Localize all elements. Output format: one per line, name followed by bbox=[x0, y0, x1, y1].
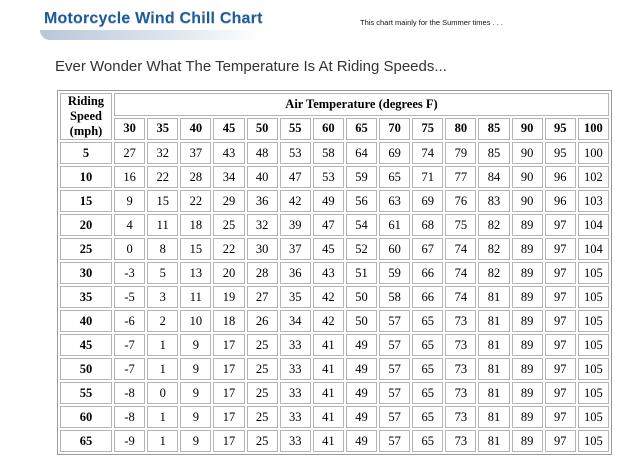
table-row bbox=[60, 142, 609, 164]
wind-chill-cell: -3 bbox=[114, 262, 145, 284]
wind-chill-cell: 73 bbox=[445, 406, 476, 428]
wind-chill-cell: 103 bbox=[578, 190, 609, 212]
wind-chill-cell: 25 bbox=[247, 358, 278, 380]
wind-chill-cell: 81 bbox=[478, 334, 509, 356]
wind-chill-cell: 57 bbox=[379, 310, 410, 332]
temperature-header-cell: 80 bbox=[445, 118, 476, 141]
wind-chill-cell: 49 bbox=[313, 190, 344, 212]
wind-chill-cell: 105 bbox=[578, 310, 609, 332]
wind-chill-cell: 51 bbox=[346, 262, 377, 284]
wind-chill-cell: 16 bbox=[114, 166, 145, 188]
wind-chill-cell: -7 bbox=[114, 358, 145, 380]
wind-chill-cell: 65 bbox=[412, 382, 443, 404]
wind-chill-cell: 8 bbox=[147, 238, 178, 260]
table-row bbox=[60, 406, 609, 428]
wind-chill-cell: 33 bbox=[280, 382, 311, 404]
wind-chill-cell: -5 bbox=[114, 286, 145, 308]
wind-chill-cell: 96 bbox=[545, 190, 576, 212]
wind-chill-cell: 33 bbox=[280, 430, 311, 452]
wind-chill-cell: 45 bbox=[313, 238, 344, 260]
wind-chill-cell: 89 bbox=[512, 358, 543, 380]
wind-chill-cell: -9 bbox=[114, 430, 145, 452]
wind-chill-cell: 39 bbox=[280, 214, 311, 236]
wind-chill-cell: 105 bbox=[578, 262, 609, 284]
wind-chill-cell: 65 bbox=[412, 310, 443, 332]
temperature-header-cell: 50 bbox=[247, 118, 278, 141]
wind-chill-cell: 27 bbox=[247, 286, 278, 308]
wind-chill-cell: 17 bbox=[213, 430, 244, 452]
wind-chill-cell: 25 bbox=[247, 334, 278, 356]
wind-chill-cell: 74 bbox=[445, 286, 476, 308]
wind-chill-table bbox=[57, 90, 612, 455]
wind-chill-cell: 42 bbox=[313, 310, 344, 332]
wind-chill-cell: 37 bbox=[280, 238, 311, 260]
wind-chill-cell: 15 bbox=[180, 238, 211, 260]
wind-chill-cell: 95 bbox=[545, 142, 576, 164]
wind-chill-cell: 89 bbox=[512, 214, 543, 236]
temperature-header-cell: 90 bbox=[512, 118, 543, 141]
wind-chill-cell: 73 bbox=[445, 358, 476, 380]
wind-chill-cell: 15 bbox=[147, 190, 178, 212]
wind-chill-cell: 17 bbox=[213, 382, 244, 404]
wind-chill-cell: 17 bbox=[213, 358, 244, 380]
wind-chill-cell: 82 bbox=[478, 238, 509, 260]
wind-chill-cell: 57 bbox=[379, 358, 410, 380]
wind-chill-cell: 25 bbox=[213, 214, 244, 236]
wind-chill-cell: 58 bbox=[313, 142, 344, 164]
page-headline: Ever Wonder What The Temperature Is At Riding Speeds... bbox=[55, 58, 447, 75]
wind-chill-cell: 40 bbox=[247, 166, 278, 188]
wind-chill-cell: 79 bbox=[445, 142, 476, 164]
wind-chill-cell: 17 bbox=[213, 406, 244, 428]
riding-speed-cell: 15 bbox=[60, 190, 112, 212]
wind-chill-cell: 41 bbox=[313, 358, 344, 380]
wind-chill-cell: 41 bbox=[313, 430, 344, 452]
wind-chill-cell: 2 bbox=[147, 310, 178, 332]
wind-chill-cell: 11 bbox=[180, 286, 211, 308]
wind-chill-cell: 64 bbox=[346, 142, 377, 164]
wind-chill-cell: 68 bbox=[412, 214, 443, 236]
riding-speed-cell: 60 bbox=[60, 406, 112, 428]
wind-chill-cell: 42 bbox=[280, 190, 311, 212]
wind-chill-cell: 56 bbox=[346, 190, 377, 212]
temperature-header-cell: 60 bbox=[313, 118, 344, 141]
wind-chill-cell: 13 bbox=[180, 262, 211, 284]
wind-chill-cell: 97 bbox=[545, 358, 576, 380]
wind-chill-cell: 9 bbox=[180, 406, 211, 428]
wind-chill-cell: 82 bbox=[478, 262, 509, 284]
temperature-header-cell: 95 bbox=[545, 118, 576, 141]
wind-chill-cell: 33 bbox=[280, 406, 311, 428]
wind-chill-cell: 57 bbox=[379, 430, 410, 452]
wind-chill-cell: 97 bbox=[545, 382, 576, 404]
table-row bbox=[60, 286, 609, 308]
temperature-header-cell: 70 bbox=[379, 118, 410, 141]
wind-chill-cell: 9 bbox=[180, 430, 211, 452]
table-row bbox=[60, 262, 609, 284]
wind-chill-cell: 22 bbox=[180, 190, 211, 212]
wind-chill-cell: 49 bbox=[346, 382, 377, 404]
wind-chill-cell: 32 bbox=[147, 142, 178, 164]
riding-speed-cell: 45 bbox=[60, 334, 112, 356]
wind-chill-cell: 104 bbox=[578, 214, 609, 236]
wind-chill-cell: 73 bbox=[445, 310, 476, 332]
wind-chill-cell: 65 bbox=[412, 406, 443, 428]
wind-chill-cell: -6 bbox=[114, 310, 145, 332]
wind-chill-cell: 105 bbox=[578, 430, 609, 452]
wind-chill-cell: 105 bbox=[578, 286, 609, 308]
wind-chill-cell: 97 bbox=[545, 238, 576, 260]
wind-chill-cell: 48 bbox=[247, 142, 278, 164]
wind-chill-cell: 90 bbox=[512, 166, 543, 188]
wind-chill-cell: 90 bbox=[512, 190, 543, 212]
wind-chill-cell: 18 bbox=[180, 214, 211, 236]
riding-speed-cell: 10 bbox=[60, 166, 112, 188]
wind-chill-cell: 73 bbox=[445, 382, 476, 404]
table-row bbox=[60, 238, 609, 260]
wind-chill-cell: 71 bbox=[412, 166, 443, 188]
wind-chill-cell: 65 bbox=[379, 166, 410, 188]
wind-chill-cell: 53 bbox=[313, 166, 344, 188]
riding-speed-cell: 30 bbox=[60, 262, 112, 284]
wind-chill-cell: 28 bbox=[180, 166, 211, 188]
wind-chill-cell: 74 bbox=[445, 262, 476, 284]
temperature-header-cell: 55 bbox=[280, 118, 311, 141]
wind-chill-cell: 42 bbox=[313, 286, 344, 308]
wind-chill-cell: 30 bbox=[247, 238, 278, 260]
wind-chill-cell: 73 bbox=[445, 430, 476, 452]
wind-chill-cell: 1 bbox=[147, 334, 178, 356]
wind-chill-cell: 34 bbox=[280, 310, 311, 332]
wind-chill-cell: 97 bbox=[545, 286, 576, 308]
wind-chill-cell: 77 bbox=[445, 166, 476, 188]
temperature-header-cell: 35 bbox=[147, 118, 178, 141]
wind-chill-cell: 58 bbox=[379, 286, 410, 308]
wind-chill-cell: 1 bbox=[147, 430, 178, 452]
wind-chill-cell: 89 bbox=[512, 334, 543, 356]
wind-chill-cell: 41 bbox=[313, 406, 344, 428]
wind-chill-cell: 66 bbox=[412, 262, 443, 284]
wind-chill-cell: 43 bbox=[213, 142, 244, 164]
riding-speed-cell: 25 bbox=[60, 238, 112, 260]
wind-chill-cell: 89 bbox=[512, 286, 543, 308]
riding-speed-cell: 40 bbox=[60, 310, 112, 332]
wind-chill-cell: 9 bbox=[180, 334, 211, 356]
wind-chill-cell: 75 bbox=[445, 214, 476, 236]
wind-chill-cell: 43 bbox=[313, 262, 344, 284]
wind-chill-cell: 9 bbox=[180, 358, 211, 380]
wind-chill-cell: 90 bbox=[512, 142, 543, 164]
wind-chill-cell: 67 bbox=[412, 238, 443, 260]
wind-chill-cell: 89 bbox=[512, 238, 543, 260]
wind-chill-cell: 97 bbox=[545, 406, 576, 428]
wind-chill-cell: -7 bbox=[114, 334, 145, 356]
wind-chill-cell: 69 bbox=[412, 190, 443, 212]
wind-chill-cell: 37 bbox=[180, 142, 211, 164]
wind-chill-cell: 105 bbox=[578, 358, 609, 380]
table-row bbox=[60, 334, 609, 356]
wind-chill-cell: 0 bbox=[147, 382, 178, 404]
wind-chill-cell: 105 bbox=[578, 406, 609, 428]
riding-speed-header: Riding Speed (mph) bbox=[60, 93, 112, 140]
air-temperature-header: Air Temperature (degrees F) bbox=[114, 93, 609, 116]
riding-speed-cell: 20 bbox=[60, 214, 112, 236]
wind-chill-cell: 32 bbox=[247, 214, 278, 236]
wind-chill-cell: 11 bbox=[147, 214, 178, 236]
wind-chill-cell: 60 bbox=[379, 238, 410, 260]
wind-chill-cell: 59 bbox=[346, 166, 377, 188]
summer-note: This chart mainly for the Summer times . . . bbox=[360, 18, 503, 27]
wind-chill-cell: 25 bbox=[247, 382, 278, 404]
wind-chill-cell: 97 bbox=[545, 214, 576, 236]
wind-chill-cell: 57 bbox=[379, 382, 410, 404]
wind-chill-cell: 34 bbox=[213, 166, 244, 188]
wind-chill-cell: 81 bbox=[478, 310, 509, 332]
wind-chill-cell: 53 bbox=[280, 142, 311, 164]
wind-chill-cell: 81 bbox=[478, 406, 509, 428]
wind-chill-cell: 81 bbox=[478, 358, 509, 380]
table-row bbox=[60, 190, 609, 212]
wind-chill-cell: 49 bbox=[346, 430, 377, 452]
wind-chill-cell: 47 bbox=[313, 214, 344, 236]
wind-chill-cell: 10 bbox=[180, 310, 211, 332]
wind-chill-cell: 9 bbox=[180, 382, 211, 404]
temperature-header-cell: 100 bbox=[578, 118, 609, 141]
wind-chill-cell: 1 bbox=[147, 406, 178, 428]
wind-chill-cell: 33 bbox=[280, 334, 311, 356]
wind-chill-cell: 3 bbox=[147, 286, 178, 308]
temperature-header-cell: 65 bbox=[346, 118, 377, 141]
wind-chill-cell: 89 bbox=[512, 262, 543, 284]
table-row bbox=[60, 358, 609, 380]
temperature-header-cell: 85 bbox=[478, 118, 509, 141]
wind-chill-cell: 35 bbox=[280, 286, 311, 308]
wind-chill-cell: 57 bbox=[379, 406, 410, 428]
wind-chill-cell: 54 bbox=[346, 214, 377, 236]
wind-chill-cell: 85 bbox=[478, 142, 509, 164]
riding-speed-cell: 35 bbox=[60, 286, 112, 308]
wind-chill-cell: 61 bbox=[379, 214, 410, 236]
wind-chill-cell: 65 bbox=[412, 334, 443, 356]
table-row bbox=[60, 430, 609, 452]
wind-chill-cell: 20 bbox=[213, 262, 244, 284]
riding-speed-cell: 65 bbox=[60, 430, 112, 452]
wind-chill-cell: 76 bbox=[445, 190, 476, 212]
wind-chill-cell: 22 bbox=[213, 238, 244, 260]
wind-chill-cell: -8 bbox=[114, 382, 145, 404]
wind-chill-cell: 4 bbox=[114, 214, 145, 236]
wind-chill-cell: 18 bbox=[213, 310, 244, 332]
wind-chill-cell: -8 bbox=[114, 406, 145, 428]
wind-chill-cell: 81 bbox=[478, 382, 509, 404]
table-body bbox=[60, 142, 609, 452]
wind-chill-cell: 84 bbox=[478, 166, 509, 188]
temperature-header-cell: 45 bbox=[213, 118, 244, 141]
wind-chill-cell: 66 bbox=[412, 286, 443, 308]
wind-chill-cell: 74 bbox=[445, 238, 476, 260]
wind-chill-cell: 19 bbox=[213, 286, 244, 308]
wind-chill-cell: 96 bbox=[545, 166, 576, 188]
wind-chill-cell: 89 bbox=[512, 310, 543, 332]
wind-chill-cell: 89 bbox=[512, 430, 543, 452]
table-row bbox=[60, 382, 609, 404]
site-logo[interactable]: Motorcycle Wind Chill Chart bbox=[44, 10, 263, 27]
wind-chill-cell: 97 bbox=[545, 334, 576, 356]
wind-chill-cell: 57 bbox=[379, 334, 410, 356]
riding-speed-cell: 50 bbox=[60, 358, 112, 380]
wind-chill-cell: 28 bbox=[247, 262, 278, 284]
wind-chill-cell: 65 bbox=[412, 430, 443, 452]
wind-chill-cell: 97 bbox=[545, 430, 576, 452]
wind-chill-cell: 50 bbox=[346, 310, 377, 332]
wind-chill-cell: 22 bbox=[147, 166, 178, 188]
wind-chill-cell: 49 bbox=[346, 358, 377, 380]
wind-chill-cell: 50 bbox=[346, 286, 377, 308]
wind-chill-cell: 82 bbox=[478, 214, 509, 236]
temperature-header-cell: 75 bbox=[412, 118, 443, 141]
wind-chill-cell: 102 bbox=[578, 166, 609, 188]
wind-chill-cell: 89 bbox=[512, 406, 543, 428]
wind-chill-cell: 49 bbox=[346, 406, 377, 428]
table-row bbox=[60, 214, 609, 236]
wind-chill-cell: 83 bbox=[478, 190, 509, 212]
wind-chill-cell: 81 bbox=[478, 286, 509, 308]
wind-chill-cell: 63 bbox=[379, 190, 410, 212]
wind-chill-cell: 29 bbox=[213, 190, 244, 212]
wind-chill-cell: 1 bbox=[147, 358, 178, 380]
wind-chill-cell: 33 bbox=[280, 358, 311, 380]
wind-chill-cell: 65 bbox=[412, 358, 443, 380]
riding-speed-cell: 55 bbox=[60, 382, 112, 404]
temperature-header-cell: 40 bbox=[180, 118, 211, 141]
wind-chill-cell: 36 bbox=[247, 190, 278, 212]
wind-chill-cell: 59 bbox=[379, 262, 410, 284]
wind-chill-cell: 25 bbox=[247, 430, 278, 452]
table-row bbox=[60, 166, 609, 188]
wind-chill-cell: 97 bbox=[545, 310, 576, 332]
wind-chill-cell: 69 bbox=[379, 142, 410, 164]
wind-chill-cell: 47 bbox=[280, 166, 311, 188]
temperature-header-cell: 30 bbox=[114, 118, 145, 141]
wind-chill-cell: 73 bbox=[445, 334, 476, 356]
wind-chill-cell: 25 bbox=[247, 406, 278, 428]
wind-chill-cell: 27 bbox=[114, 142, 145, 164]
wind-chill-cell: 97 bbox=[545, 262, 576, 284]
wind-chill-cell: 81 bbox=[478, 430, 509, 452]
wind-chill-cell: 26 bbox=[247, 310, 278, 332]
wind-chill-cell: 89 bbox=[512, 382, 543, 404]
riding-speed-cell: 5 bbox=[60, 142, 112, 164]
wind-chill-cell: 105 bbox=[578, 382, 609, 404]
wind-chill-cell: 105 bbox=[578, 334, 609, 356]
table-row bbox=[60, 310, 609, 332]
wind-chill-cell: 0 bbox=[114, 238, 145, 260]
logo-swoosh bbox=[40, 30, 262, 40]
wind-chill-cell: 52 bbox=[346, 238, 377, 260]
wind-chill-cell: 100 bbox=[578, 142, 609, 164]
wind-chill-cell: 74 bbox=[412, 142, 443, 164]
wind-chill-cell: 17 bbox=[213, 334, 244, 356]
wind-chill-cell: 49 bbox=[346, 334, 377, 356]
wind-chill-cell: 41 bbox=[313, 382, 344, 404]
wind-chill-cell: 9 bbox=[114, 190, 145, 212]
wind-chill-cell: 36 bbox=[280, 262, 311, 284]
wind-chill-cell: 104 bbox=[578, 238, 609, 260]
wind-chill-cell: 41 bbox=[313, 334, 344, 356]
temperature-header-row bbox=[60, 118, 609, 141]
wind-chill-cell: 5 bbox=[147, 262, 178, 284]
